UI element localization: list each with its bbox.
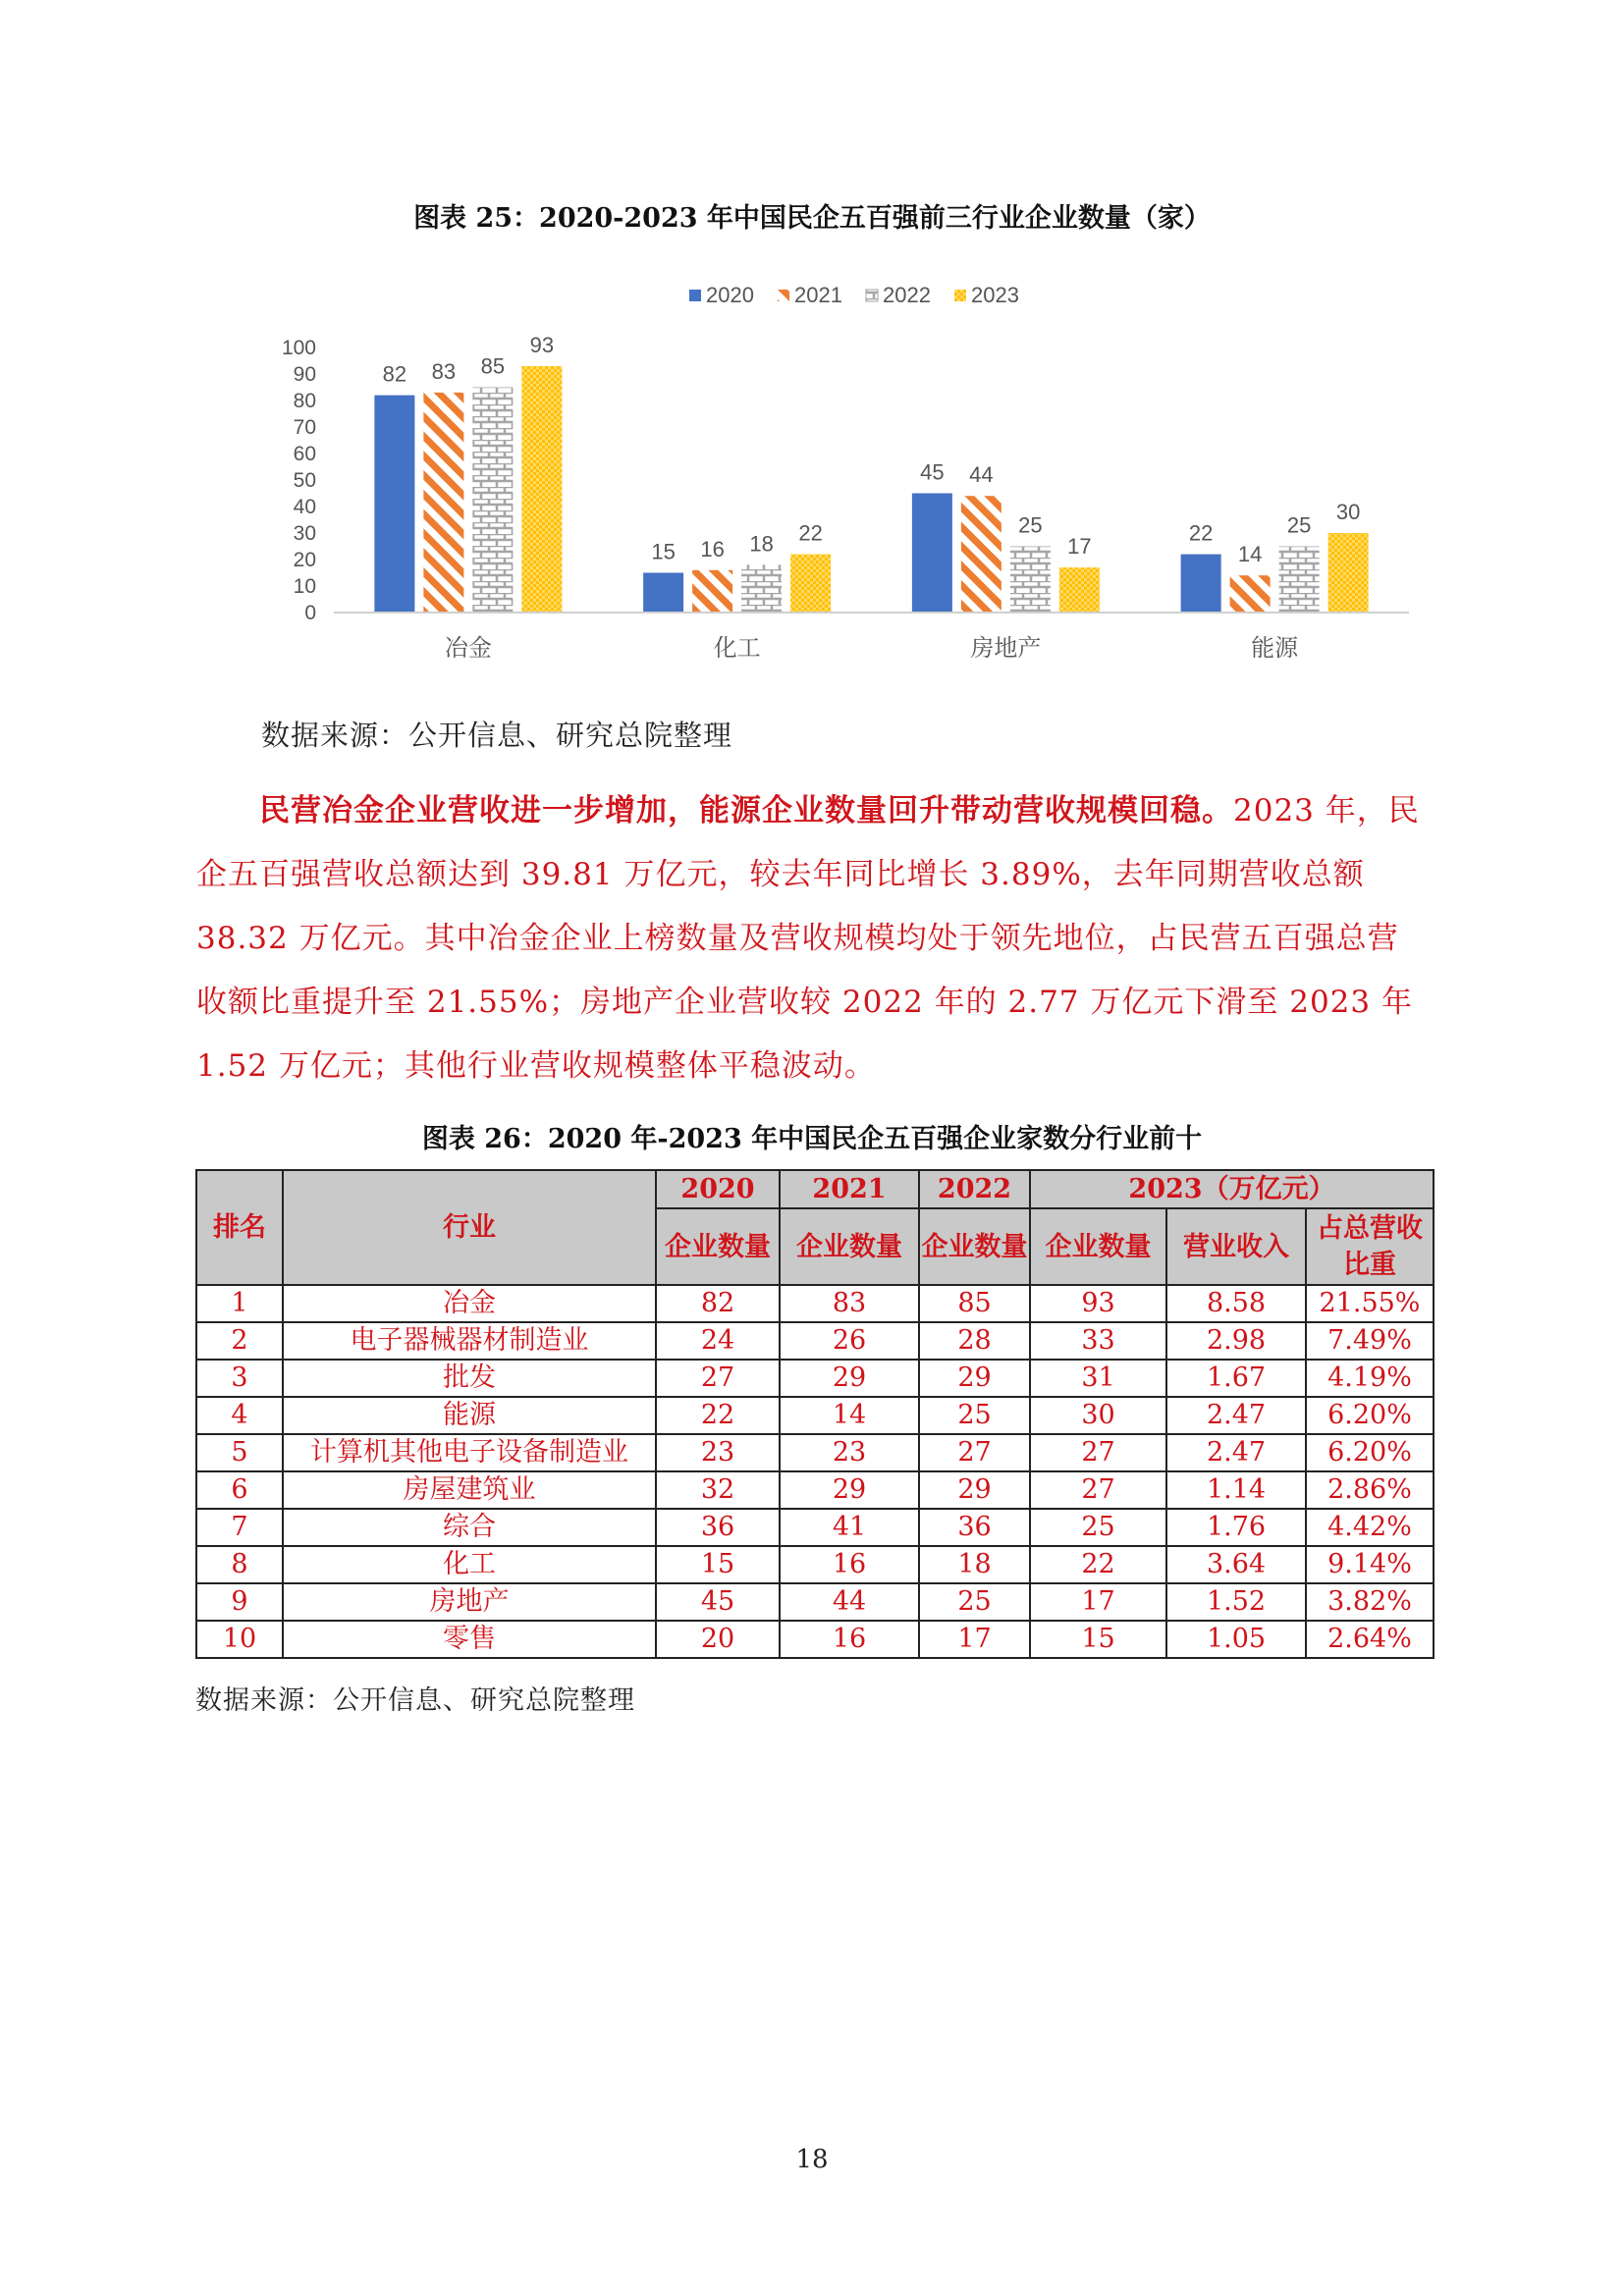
header-2022: 2022 bbox=[919, 1170, 1030, 1208]
table-cell: 17 bbox=[1030, 1583, 1166, 1621]
bar-data-label: 25 bbox=[1286, 512, 1312, 538]
table-cell: 化工 bbox=[283, 1546, 656, 1583]
chart-legend bbox=[689, 283, 1019, 307]
table-cell: 批发 bbox=[283, 1360, 656, 1397]
header-2020: 2020 bbox=[656, 1170, 780, 1208]
table-cell: 18 bbox=[919, 1546, 1030, 1583]
table-cell: 4.19% bbox=[1306, 1360, 1434, 1397]
y-tick-label: 40 bbox=[293, 496, 316, 518]
y-axis bbox=[282, 337, 316, 624]
bar-data-label: 83 bbox=[431, 358, 457, 384]
table-cell: 93 bbox=[1030, 1285, 1166, 1322]
table-cell: 15 bbox=[1030, 1621, 1166, 1658]
table-cell: 45 bbox=[656, 1583, 780, 1621]
table-cell: 27 bbox=[1030, 1434, 1166, 1471]
legend-swatch-2022 bbox=[866, 290, 878, 301]
table-cell: 22 bbox=[656, 1397, 780, 1434]
table-cell: 25 bbox=[919, 1583, 1030, 1621]
legend-swatch-2021 bbox=[778, 290, 789, 301]
bar-2021-2 bbox=[961, 496, 1001, 613]
table-cell: 1.76 bbox=[1166, 1509, 1306, 1546]
bar-2020-2 bbox=[912, 494, 952, 614]
table-row bbox=[196, 1285, 1434, 1322]
table-row bbox=[196, 1621, 1434, 1658]
header-industry: 行业 bbox=[283, 1170, 656, 1285]
bar-data-label: 15 bbox=[651, 539, 676, 564]
legend-swatch-2020 bbox=[689, 290, 701, 301]
figure25-title: 图表 25：2020-2023 年中国民企五百强前三行业企业数量（家） bbox=[413, 203, 1211, 234]
table-cell: 14 bbox=[780, 1397, 919, 1434]
x-category-label: 能源 bbox=[1251, 634, 1299, 662]
bar-data-label: 85 bbox=[480, 353, 506, 379]
bar-data-label: 16 bbox=[700, 536, 725, 561]
table-cell: 2.86% bbox=[1306, 1471, 1434, 1509]
y-tick-label: 80 bbox=[293, 390, 316, 412]
bar-2022-2 bbox=[1010, 547, 1051, 614]
header-count-2021: 企业数量 bbox=[780, 1208, 919, 1285]
table-cell: 24 bbox=[656, 1322, 780, 1360]
x-category-label: 化工 bbox=[713, 634, 761, 662]
header-2021: 2021 bbox=[780, 1170, 919, 1208]
bar-2022-0 bbox=[472, 388, 513, 614]
table-cell: 23 bbox=[656, 1434, 780, 1471]
table-cell: 3.82% bbox=[1306, 1583, 1434, 1621]
figure25-source: 数据来源：公开信息、研究总院整理 bbox=[261, 719, 733, 752]
page-number: 18 bbox=[795, 2145, 829, 2174]
y-tick-label: 30 bbox=[293, 522, 316, 545]
table-cell: 17 bbox=[919, 1621, 1030, 1658]
table-row bbox=[196, 1397, 1434, 1434]
table-row bbox=[196, 1471, 1434, 1509]
y-tick-label: 0 bbox=[304, 602, 316, 624]
figure26-source: 数据来源：公开信息、研究总院整理 bbox=[195, 1685, 635, 1716]
table-cell: 6.20% bbox=[1306, 1397, 1434, 1434]
table-row bbox=[196, 1434, 1434, 1471]
bar-data-label: 93 bbox=[529, 332, 555, 357]
table-cell: 1 bbox=[196, 1285, 283, 1322]
bar-data-label: 25 bbox=[1018, 512, 1043, 538]
table-cell: 4.42% bbox=[1306, 1509, 1434, 1546]
table-cell: 1.67 bbox=[1166, 1360, 1306, 1397]
y-tick-label: 10 bbox=[293, 575, 316, 598]
table-cell: 5 bbox=[196, 1434, 283, 1471]
bar-2020-3 bbox=[1181, 555, 1221, 613]
table-cell: 9 bbox=[196, 1583, 283, 1621]
table-row bbox=[196, 1360, 1434, 1397]
table-cell: 8.58 bbox=[1166, 1285, 1306, 1322]
header-count-2023: 企业数量 bbox=[1030, 1208, 1166, 1285]
y-tick-label: 50 bbox=[293, 469, 316, 492]
figure25-bar-chart bbox=[265, 263, 1424, 675]
y-tick-label: 70 bbox=[293, 416, 316, 439]
table-cell: 6.20% bbox=[1306, 1434, 1434, 1471]
bar-data-label: 45 bbox=[920, 459, 945, 485]
bar-data-label: 22 bbox=[798, 520, 823, 546]
bar-2022-3 bbox=[1279, 547, 1320, 614]
table-cell: 电子器械器材制造业 bbox=[283, 1322, 656, 1360]
table-row bbox=[196, 1322, 1434, 1360]
table-cell: 22 bbox=[1030, 1546, 1166, 1583]
table-cell: 3 bbox=[196, 1360, 283, 1397]
table-cell: 1.05 bbox=[1166, 1621, 1306, 1658]
industry-table bbox=[195, 1169, 1435, 1659]
x-axis bbox=[334, 613, 1409, 662]
bar-2022-1 bbox=[741, 564, 782, 613]
bars bbox=[374, 333, 1368, 613]
table-cell: 31 bbox=[1030, 1360, 1166, 1397]
legend-swatch-2023 bbox=[954, 290, 966, 301]
table-cell: 6 bbox=[196, 1471, 283, 1509]
table-cell: 9.14% bbox=[1306, 1546, 1434, 1583]
table-cell: 2.47 bbox=[1166, 1434, 1306, 1471]
bar-2023-3 bbox=[1328, 533, 1369, 613]
table-cell: 1.52 bbox=[1166, 1583, 1306, 1621]
table-cell: 16 bbox=[780, 1621, 919, 1658]
bar-chart-svg bbox=[265, 263, 1424, 675]
table-cell: 2.64% bbox=[1306, 1621, 1434, 1658]
bar-data-label: 22 bbox=[1188, 520, 1214, 546]
bar-data-label: 14 bbox=[1237, 542, 1263, 567]
table-cell: 能源 bbox=[283, 1397, 656, 1434]
legend-label-2022: 2022 bbox=[883, 283, 931, 307]
bar-data-label: 44 bbox=[969, 462, 994, 488]
table-cell: 29 bbox=[780, 1471, 919, 1509]
legend-label-2023: 2023 bbox=[971, 283, 1019, 307]
y-tick-label: 100 bbox=[281, 337, 316, 359]
bar-data-label: 30 bbox=[1335, 500, 1361, 524]
table-cell: 29 bbox=[919, 1360, 1030, 1397]
table-cell: 3.64 bbox=[1166, 1546, 1306, 1583]
bar-2020-0 bbox=[374, 396, 414, 613]
table-cell: 10 bbox=[196, 1621, 283, 1658]
table-body bbox=[196, 1285, 1434, 1658]
table-cell: 1.14 bbox=[1166, 1471, 1306, 1509]
table-cell: 25 bbox=[1030, 1509, 1166, 1546]
legend-label-2021: 2021 bbox=[794, 283, 842, 307]
header-revenue-2023: 营业收入 bbox=[1166, 1208, 1306, 1285]
y-tick-label: 60 bbox=[293, 443, 316, 465]
table-cell: 2.47 bbox=[1166, 1397, 1306, 1434]
table-cell: 33 bbox=[1030, 1322, 1166, 1360]
header-2023: 2023（万亿元） bbox=[1030, 1170, 1434, 1208]
table-cell: 综合 bbox=[283, 1509, 656, 1546]
table-cell: 7.49% bbox=[1306, 1322, 1434, 1360]
table-cell: 36 bbox=[656, 1509, 780, 1546]
table-cell: 房屋建筑业 bbox=[283, 1471, 656, 1509]
body-paragraph bbox=[196, 779, 1430, 1098]
table-cell: 29 bbox=[919, 1471, 1030, 1509]
table-cell: 82 bbox=[656, 1285, 780, 1322]
table-cell: 85 bbox=[919, 1285, 1030, 1322]
header-count-2020: 企业数量 bbox=[656, 1208, 780, 1285]
table-cell: 8 bbox=[196, 1546, 283, 1583]
y-tick-label: 20 bbox=[293, 549, 316, 571]
table-cell: 房地产 bbox=[283, 1583, 656, 1621]
table-cell: 27 bbox=[919, 1434, 1030, 1471]
table-cell: 2 bbox=[196, 1322, 283, 1360]
table-cell: 27 bbox=[656, 1360, 780, 1397]
paragraph-lead: 民营冶金企业营收进一步增加，能源企业数量回升带动营收规模回稳。 bbox=[259, 793, 1233, 828]
table-cell: 28 bbox=[919, 1322, 1030, 1360]
bar-data-label: 82 bbox=[382, 361, 407, 387]
table-row bbox=[196, 1546, 1434, 1583]
table-row bbox=[196, 1509, 1434, 1546]
table-cell: 冶金 bbox=[283, 1285, 656, 1322]
bar-2021-0 bbox=[423, 393, 463, 613]
table-cell: 零售 bbox=[283, 1621, 656, 1658]
table-cell: 27 bbox=[1030, 1471, 1166, 1509]
header-count-2022: 企业数量 bbox=[919, 1208, 1030, 1285]
table-cell: 16 bbox=[780, 1546, 919, 1583]
table-cell: 25 bbox=[919, 1397, 1030, 1434]
bar-data-label: 18 bbox=[749, 531, 774, 557]
table-row bbox=[196, 1583, 1434, 1621]
y-tick-label: 90 bbox=[293, 363, 316, 386]
table-cell: 29 bbox=[780, 1360, 919, 1397]
table-cell: 2.98 bbox=[1166, 1322, 1306, 1360]
header-share-2023: 占总营收比重 bbox=[1306, 1208, 1434, 1285]
figure26-title: 图表 26：2020 年-2023 年中国民企五百强企业家数分行业前十 bbox=[421, 1124, 1203, 1154]
x-category-label: 房地产 bbox=[970, 634, 1042, 662]
table-cell: 32 bbox=[656, 1471, 780, 1509]
table-cell: 26 bbox=[780, 1322, 919, 1360]
table-cell: 44 bbox=[780, 1583, 919, 1621]
table-cell: 7 bbox=[196, 1509, 283, 1546]
table-cell: 20 bbox=[656, 1621, 780, 1658]
bar-2023-0 bbox=[521, 366, 562, 613]
bar-data-label: 17 bbox=[1067, 534, 1092, 560]
table-cell: 计算机其他电子设备制造业 bbox=[283, 1434, 656, 1471]
table-cell: 30 bbox=[1030, 1397, 1166, 1434]
legend-label-2020: 2020 bbox=[706, 283, 754, 307]
table-cell: 21.55% bbox=[1306, 1285, 1434, 1322]
table-cell: 15 bbox=[656, 1546, 780, 1583]
paragraph-body: 2023 年，民企五百强营收总额达到 39.81 万亿元，较去年同比增长 3.89%，去年同期营收总额 38.32 万亿元。其中冶金企业上榜数量及营收规模均处于领先地位，占民营五百强总营收额比重提升至 21.55%；房地产企业营收较 2022 年的 2.77 万亿元下滑至 2023 年 1.52 万亿元；其他行业营收规模整体平稳波动。 bbox=[196, 793, 1420, 1084]
header-rank: 排名 bbox=[196, 1170, 283, 1285]
table-cell: 4 bbox=[196, 1397, 283, 1434]
bar-2021-3 bbox=[1230, 575, 1271, 613]
table-cell: 41 bbox=[780, 1509, 919, 1546]
table-cell: 83 bbox=[780, 1285, 919, 1322]
bar-2020-1 bbox=[643, 573, 683, 614]
table-cell: 23 bbox=[780, 1434, 919, 1471]
bar-2021-1 bbox=[692, 570, 732, 613]
table-cell: 36 bbox=[919, 1509, 1030, 1546]
bar-2023-2 bbox=[1059, 567, 1100, 613]
bar-2023-1 bbox=[790, 555, 831, 613]
x-category-label: 冶金 bbox=[444, 634, 492, 662]
